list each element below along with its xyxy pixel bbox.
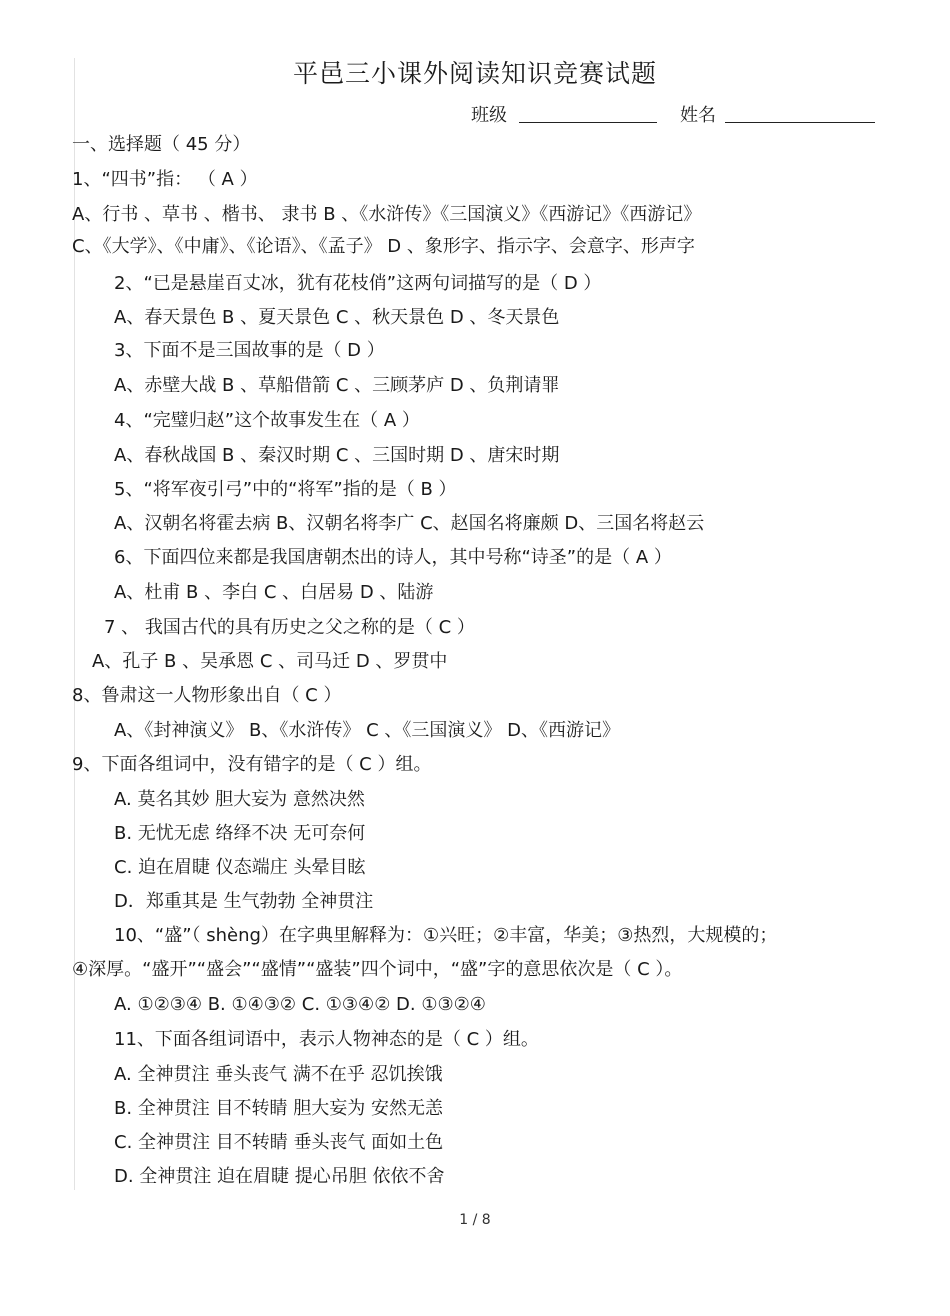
question-line: 7 、 我国古代的具有历史之父之称的是（ C ）	[104, 617, 475, 638]
question-line: 4、“完璧归赵”这个故事发生在（ A ）	[114, 410, 420, 431]
option-line: D. 全神贯注 迫在眉睫 提心吊胆 依依不舍	[114, 1166, 445, 1187]
question-line: ④深厚。“盛开”“盛会”“盛情”“盛装”四个词中，“盛”字的意思依次是（ C ）。	[72, 959, 683, 980]
name-label: 姓名	[680, 105, 716, 126]
question-line: 1、“四书”指： （ A ）	[72, 169, 258, 190]
section-heading: 一、选择题（ 45 分）	[72, 134, 251, 155]
question-line: 2、“已是悬崖百丈冰，犹有花枝俏”这两句词描写的是（ D ）	[114, 273, 602, 294]
option-line: A、汉朝名将霍去病 B、汉朝名将李广 C、赵国名将廉颇 D、三国名将赵云	[114, 513, 705, 534]
page-title: 平邑三小课外阅读知识竞赛试题	[292, 59, 657, 88]
class-label: 班级	[471, 105, 507, 126]
option-line: A、杜甫 B 、李白 C 、白居易 D 、陆游	[114, 582, 434, 603]
option-line: B. 无忧无虑 络绎不决 无可奈何	[114, 823, 366, 844]
question-line: 5、“将军夜引弓”中的“将军”指的是（ B ）	[114, 479, 457, 500]
question-line: 6、下面四位来都是我国唐朝杰出的诗人，其中号称“诗圣”的是（ A ）	[114, 547, 672, 568]
option-line: B. 全神贯注 目不转睛 胆大妄为 安然无恙	[114, 1098, 443, 1119]
option-line: A、《封神演义》 B、《水浒传》 C 、《三国演义》 D、《西游记》	[114, 720, 620, 741]
option-line: A、春天景色 B 、夏天景色 C 、秋天景色 D 、冬天景色	[114, 307, 560, 328]
question-line: 9、下面各组词中，没有错字的是（ C ）组。	[72, 754, 432, 775]
option-line: A. ①②③④ B. ①④③② C. ①③④② D. ①③②④	[114, 994, 486, 1015]
page-number: 1 / 8	[459, 1212, 491, 1228]
class-blank-line[interactable]	[519, 122, 657, 123]
name-blank-line[interactable]	[725, 122, 875, 123]
question-line: 8、鲁肃这一人物形象出自（ C ）	[72, 685, 342, 706]
option-line: C. 迫在眉睫 仪态端庄 头晕目眩	[114, 857, 366, 878]
option-line: A. 莫名其妙 胆大妄为 意然决然	[114, 789, 365, 810]
option-line: A. 全神贯注 垂头丧气 满不在乎 忍饥挨饿	[114, 1064, 443, 1085]
question-line: 3、下面不是三国故事的是（ D ）	[114, 340, 385, 361]
option-line: C. 全神贯注 目不转睛 垂头丧气 面如土色	[114, 1132, 444, 1153]
option-line: A、春秋战国 B 、秦汉时期 C 、三国时期 D 、唐宋时期	[114, 445, 560, 466]
question-line: 11、下面各组词语中，表示人物神态的是（ C ）组。	[114, 1029, 539, 1050]
option-line: A、行书 、草书 、楷书、 隶书 B 、《水浒传》《三国演义》《西游记》《西游记》	[72, 204, 702, 225]
left-margin-rule	[74, 58, 75, 1190]
option-line: A、赤壁大战 B 、草船借箭 C 、三顾茅庐 D 、负荆请罪	[114, 375, 560, 396]
option-line: A、孔子 B 、吴承恩 C 、司马迁 D 、罗贯中	[92, 651, 448, 672]
question-line: 10、“盛”（ shèng）在字典里解释为：①兴旺；②丰富，华美；③热烈，大规模的；	[114, 925, 778, 946]
option-line: C、《大学》、《中庸》、《论语》、《孟子》 D 、象形字、指示字、会意字、形声字	[72, 236, 695, 257]
option-line: D．郑重其是 生气勃勃 全神贯注	[114, 891, 374, 912]
